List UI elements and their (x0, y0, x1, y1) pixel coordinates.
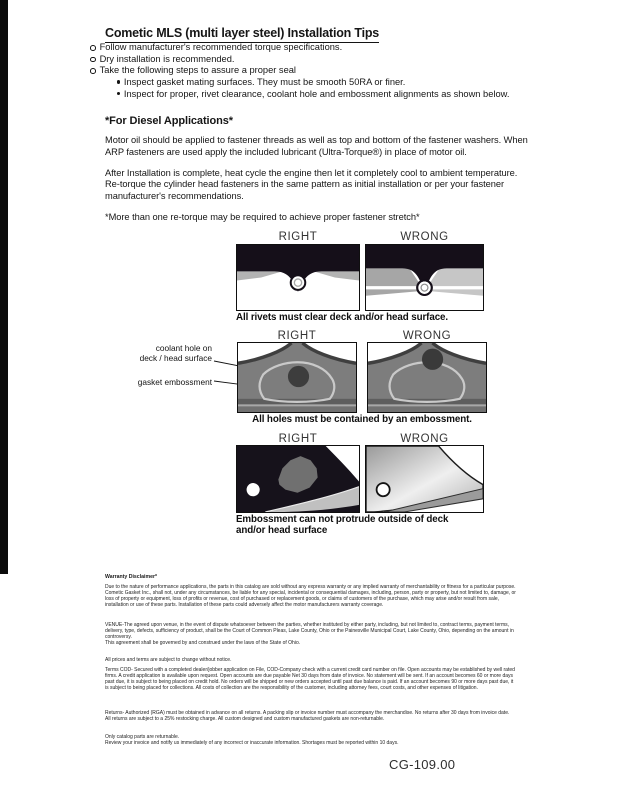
warranty-paragraph: Due to the nature of performance applications, the parts in this catalog are sold without any express warranty or any implied warranty of merchantability or fitness for a particular purpose. Cometic Gasket Inc., shall not, under any circumstances, be liable for any special, incidental or consequential damages, including, person, party or property, but not limited to, damage, or loss of property or equipment, loss of profits or revenue, cost of purchased or replacement goods, or claims of customers of the purchase, which may arise and/or result from sale, installation or use of these parts. Installation of these parts could adversely affect the motor manufacturers warranty coverage. (105, 584, 516, 608)
embossment-caption-line2: and/or head surface (236, 524, 328, 536)
page-title: Cometic MLS (multi layer steel) Installation Tips (105, 26, 379, 43)
rivet-wrong-diagram (365, 244, 484, 311)
coolant-hole-label-line1: coolant hole on (155, 343, 212, 353)
diesel-heading: *For Diesel Applications* (105, 115, 233, 127)
list-item (90, 54, 590, 66)
embossment-right-diagram (236, 445, 360, 513)
hole-right-drawing (238, 343, 356, 412)
prices-paragraph: All prices and terms are subject to change without notice. (105, 657, 232, 663)
terms-paragraph: Terms COD- Secured with a completed dealer/jobber application on File, COD-Company check with a current credit card number on file. Open accounts may be established by well rated firms. A credit application is available upon request. Open accounts are due payable Net 30 days from date of invoice. No statement will be sent. If an account becomes 60 or more days past due, it is subject to being placed on credit hold. No orders will be shipped or new orders accepted until past due balance is paid. If an account becomes 90 or more days past due, it is subject to being placed for collections. All costs of collection are the responsibility of the customer, including attorney fees, court costs, and other expenses of litigation. (105, 667, 515, 691)
list-item (90, 42, 590, 54)
catalog-returnable-line: Only catalog parts are returnable. (105, 734, 180, 740)
tips-list (90, 42, 590, 100)
holes-caption: All holes must be contained by an embossment. (252, 414, 472, 425)
rivets-caption: All rivets must clear deck and/or head surface. (236, 312, 449, 323)
hole-wrong-drawing (368, 343, 486, 412)
page-code: CG-109.00 (389, 757, 456, 772)
diesel-paragraph-retorque: After Installation is complete, heat cycle the engine then let it completely cool to ambient temperature. Re-torque the cylinder head fasteners in the same pattern as initial installation or per your fastener manufacturer's recommendations. (105, 167, 518, 201)
bullet-text: Inspect gasket mating surfaces. They must be smooth 50RA or finer. (123, 77, 406, 88)
embossment-wrong-diagram (365, 445, 484, 513)
list-item (90, 65, 590, 77)
list-item (117, 77, 590, 89)
bullet-text: Take the following steps to assure a proper seal (99, 65, 296, 76)
bullet-text: Follow manufacturer's recommended torque specifications. (99, 42, 343, 52)
venue-text: VENUE-The agreed upon venue, in the event of dispute whatsoever between the parties, whether instituted by either party, including, but not limited to, contract terms, payment terms, delivery, type, defects, sufficiency of product, shall be the Court of Common Pleas, Lake County, Ohio or the Painesville Municipal Court, Lake County, Ohio, depending on the amount in controversy. (105, 622, 514, 640)
page-edge-bar (0, 0, 8, 574)
wrong-label-row3: WRONG (400, 433, 449, 445)
catalog-returns-paragraph (105, 735, 516, 747)
warranty-disclaimer-heading: Warranty Disclaimer* (105, 574, 157, 580)
bullet-text: Inspect for proper, rivet clearance, coolant hole and embossment alignments as shown below. (123, 88, 510, 99)
open-bullet-icon (90, 68, 96, 74)
review-invoice-line: Review your invoice and notify us immediately of any incorrect or inaccurate information. Shortages must be reported within 10 days. (105, 739, 399, 746)
diesel-applications-section (105, 115, 529, 223)
wrong-label-row1: WRONG (400, 231, 449, 243)
filled-bullet-icon (117, 80, 120, 83)
rivet-wrong-drawing (366, 245, 483, 310)
open-bullet-icon (90, 45, 96, 51)
filled-bullet-icon (117, 92, 120, 95)
diesel-paragraph-oil: Motor oil should be applied to fastener threads as well as top and bottom of the fastener washers. When ARP fasteners are used apply the included lubricant (Ultra-Torque®) in place of motor oil. (105, 135, 528, 157)
hole-right-diagram (237, 342, 357, 413)
venue-governing-law: This agreement shall be governed by and construed under the laws of the State of Ohio. (105, 639, 301, 646)
embossment-right-drawing (237, 446, 359, 512)
embossment-caption (236, 515, 448, 536)
right-label-row2: RIGHT (277, 330, 317, 342)
retorque-note: *More than one re-torque may be required to achieve proper fastener stretch* (105, 211, 420, 222)
coolant-hole-label-line2: deck / head surface (139, 353, 212, 364)
bullet-text: Dry installation is recommended. (99, 53, 235, 64)
coolant-hole-label (100, 343, 212, 364)
embossment-wrong-drawing (366, 446, 483, 512)
hole-wrong-diagram (367, 342, 487, 413)
right-label-row3: RIGHT (278, 433, 318, 445)
rivet-right-diagram (236, 244, 360, 311)
right-label-row1: RIGHT (278, 231, 318, 243)
gasket-embossment-label: gasket embossment (137, 377, 212, 387)
returns-paragraph: Returns- Authorized (RGA) must be obtained in advance on all returns. A packing slip or invoice number must accompany the merchandise. No returns after 30 days from invoice date. All returns are subject to a 25% restocking charge. All custom designed and custom manufactured gaskets are non-returnable. (105, 710, 510, 722)
open-bullet-icon (90, 57, 96, 63)
wrong-label-row2: WRONG (402, 330, 452, 342)
rivet-right-drawing (237, 245, 359, 310)
embossment-caption-line1: Embossment can not protrude outside of deck (236, 514, 449, 525)
venue-paragraph (105, 623, 516, 647)
list-item (117, 89, 590, 101)
